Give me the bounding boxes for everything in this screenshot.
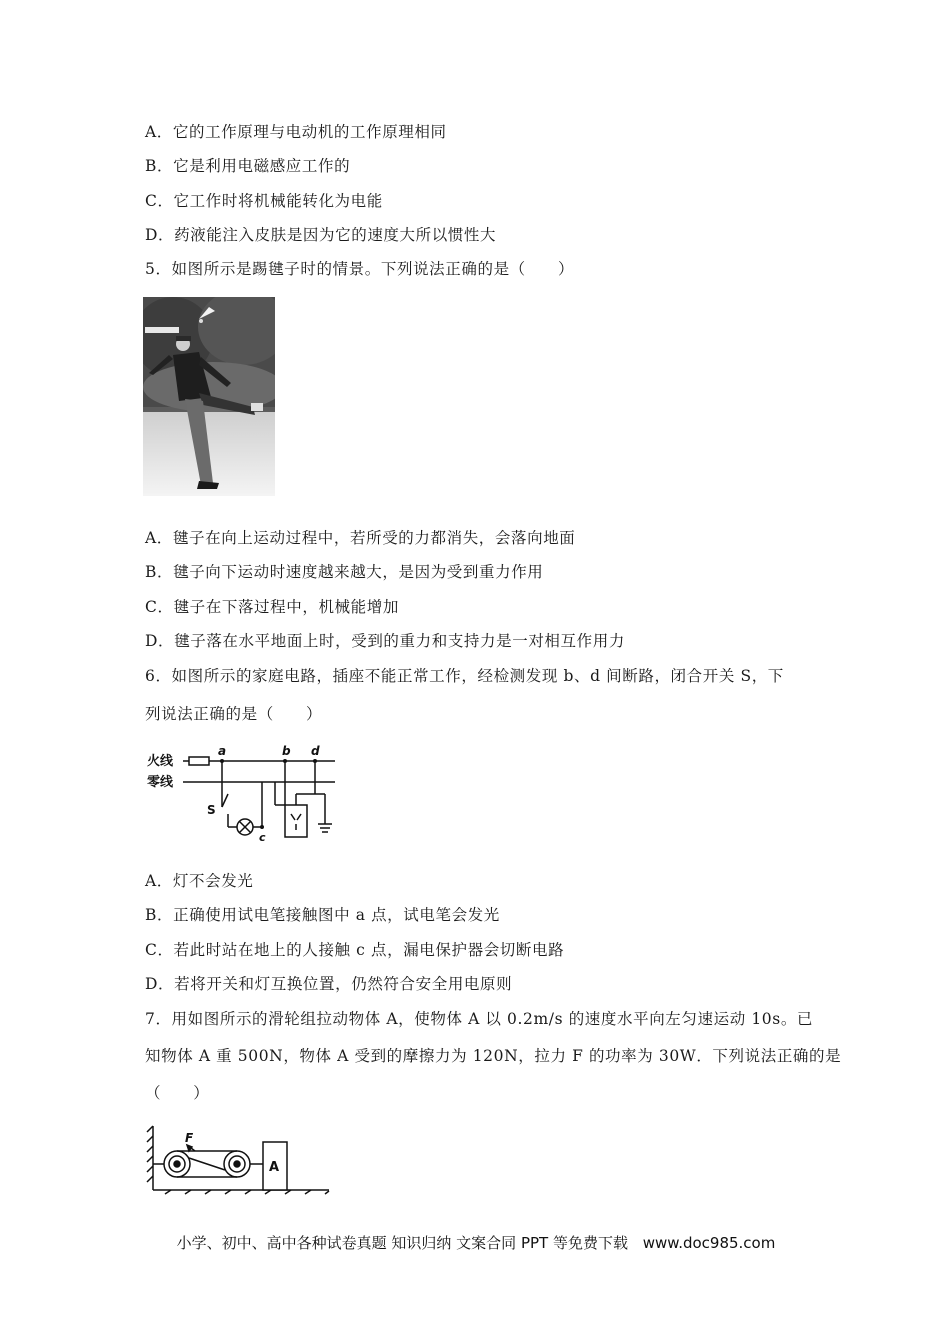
q5-stem: 5．如图所示是踢毽子时的情景。下列说法正确的是（ ） bbox=[145, 260, 575, 278]
q5-option-d: D．毽子落在水平地面上时，受到的重力和支持力是一对相互作用力 bbox=[145, 632, 625, 650]
block-a-label: A bbox=[269, 1160, 280, 1175]
q7-stem-line1: 7．用如图所示的滑轮组拉动物体 A，使物体 A 以 0.2m/s 的速度水平向左匀速运动 10s。已 bbox=[145, 1010, 814, 1028]
q6-stem-line1: 6．如图所示的家庭电路，插座不能正常工作，经检测发现 b、d 间断路，闭合开关 S，下 bbox=[145, 667, 784, 685]
q7-stem-line3: （ ） bbox=[145, 1084, 210, 1102]
q4-option-a: A．它的工作原理与电动机的工作原理相同 bbox=[145, 123, 447, 141]
q6-option-c: C．若此时站在地上的人接触 c 点，漏电保护器会切断电路 bbox=[145, 941, 565, 959]
footer-link[interactable]: www.doc985.com bbox=[642, 1234, 776, 1252]
q5-option-c: C．毽子在下落过程中，机械能增加 bbox=[145, 598, 399, 616]
shuttlecock-photo bbox=[143, 297, 275, 496]
q4-option-c: C．它工作时将机械能转化为电能 bbox=[145, 192, 383, 210]
page-footer bbox=[0, 1232, 950, 1253]
q4-option-b: B．它是利用电磁感应工作的 bbox=[145, 157, 351, 175]
household-circuit-diagram bbox=[145, 742, 345, 844]
q6-option-d: D．若将开关和灯互换位置，仍然符合安全用电原则 bbox=[145, 975, 513, 993]
q5-option-b: B．毽子向下运动时速度越来越大，是因为受到重力作用 bbox=[145, 563, 544, 581]
q6-option-a: A．灯不会发光 bbox=[145, 872, 254, 890]
force-f-label: F bbox=[185, 1131, 194, 1145]
live-wire-label: 火线 bbox=[147, 754, 174, 769]
point-a-label: a bbox=[218, 744, 227, 758]
q6-stem-line2: 列说法正确的是（ ） bbox=[145, 705, 323, 723]
pulley-system-diagram bbox=[145, 1124, 335, 1196]
q4-option-d: D．药液能注入皮肤是因为它的速度大所以惯性大 bbox=[145, 226, 497, 244]
switch-label: S bbox=[207, 803, 216, 817]
footer-text: 小学、初中、高中各种试卷真题 知识归纳 文案合同 PPT 等免费下载 bbox=[176, 1234, 628, 1252]
q5-option-a: A．毽子在向上运动过程中，若所受的力都消失，会落向地面 bbox=[145, 529, 576, 547]
q7-stem-line2: 知物体 A 重 500N，物体 A 受到的摩擦力为 120N，拉力 F 的功率为 30W．下列说法正确的是 bbox=[145, 1047, 842, 1065]
neutral-wire-label: 零线 bbox=[147, 775, 174, 790]
point-d-label: d bbox=[311, 744, 320, 758]
point-b-label: b bbox=[282, 744, 291, 758]
q6-option-b: B．正确使用试电笔接触图中 a 点，试电笔会发光 bbox=[145, 906, 500, 924]
point-c-label: c bbox=[259, 831, 266, 844]
